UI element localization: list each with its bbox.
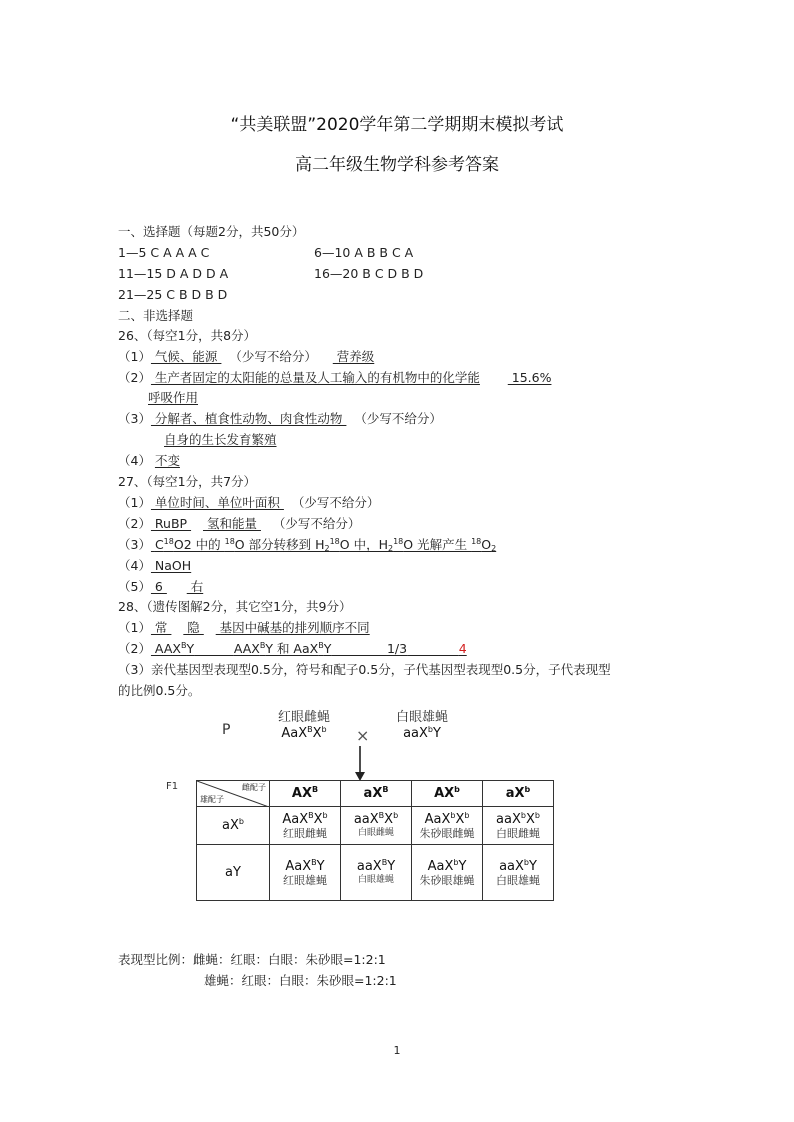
q26-heading: 26、（每空1分，共8分） xyxy=(118,328,257,343)
q26-answer-2-cont: 呼吸作用 xyxy=(148,390,199,405)
female-parent-phenotype: 红眼雌蝇 xyxy=(277,710,330,725)
female-parent xyxy=(262,710,346,742)
q28-answer-3: （3）亲代基因型表现型0.5分，符号和配子0.5分，子代基因型表现型0.5分，子代表现型 xyxy=(118,662,611,677)
offspring-phenotype: 朱砂眼雄蝇 xyxy=(419,873,475,887)
male-gamete-2: aY xyxy=(197,845,270,901)
offspring-cell xyxy=(412,845,483,901)
q27-answer-3: （3） $C^{18}O2$ 中的 $^{18}$O 部分转移到 $H_2^{18}O$ 中，$H_2^{18}O$ 光解产生 $^{18}O_2$ xyxy=(118,537,497,553)
offspring-phenotype: 白眼雌蝇 xyxy=(496,826,540,840)
offspring-cell xyxy=(483,807,554,845)
mc-row-1-5: 1—5 C A A A C xyxy=(118,245,210,260)
q26-answer-1: （1） 气候、能源 （少写不给分） 营养级 xyxy=(118,349,375,364)
section-open-heading: 二、非选择题 xyxy=(118,308,194,323)
down-arrow-icon xyxy=(352,746,368,782)
phenotype-ratio-male: 雄蝇：红眼：白眼：朱砂眼=1:2:1 xyxy=(204,973,397,988)
q26-answer-3-cont: 自身的生长发育繁殖 xyxy=(164,432,277,447)
offspring-genotype: AaX$^b$Y xyxy=(427,857,467,874)
f1-label: F1 xyxy=(166,781,179,792)
page-number: 1 xyxy=(393,1044,401,1057)
male-parent-phenotype: 白眼雄蝇 xyxy=(395,710,448,725)
offspring-phenotype: 白眼雄蝇 xyxy=(496,873,540,887)
corner-female-label: 雌配子 xyxy=(242,783,266,792)
offspring-genotype: AaX$^B$Y xyxy=(285,857,325,874)
q26-answer-3: （3） 分解者、植食性动物、肉食性动物 （少写不给分） xyxy=(118,411,442,426)
offspring-genotype: aaX$^B$Y xyxy=(356,857,396,874)
offspring-cell xyxy=(270,807,341,845)
section-choice-heading: 一、选择题（每题2分，共50分） xyxy=(118,224,305,239)
female-gamete-2: $aX^B$ xyxy=(341,781,412,807)
corner-cell xyxy=(197,781,270,807)
offspring-phenotype: 红眼雄蝇 xyxy=(283,873,327,887)
female-gamete-4: $aX^b$ xyxy=(483,781,554,807)
q26-answer-4: （4） 不变 xyxy=(118,453,180,468)
q28-heading: 28、（遗传图解2分，其它空1分，共9分） xyxy=(118,599,352,614)
q27-heading: 27、（每空1分，共7分） xyxy=(118,474,257,489)
female-gamete-3: $AX^b$ xyxy=(412,781,483,807)
offspring-phenotype: 白眼雄蝇 xyxy=(357,874,394,885)
parent-generation-label: P xyxy=(222,722,231,738)
mc-row-16-20: 16—20 B C D B D xyxy=(314,266,424,281)
offspring-genotype: $aaX^bX^b$ xyxy=(496,810,540,827)
offspring-cell xyxy=(270,845,341,901)
exam-title: “共美联盟”2020学年第二学期期末模拟考试 xyxy=(230,115,564,135)
mc-row-6-10: 6—10 A B B C A xyxy=(314,245,414,260)
female-parent-genotype: $AaX^BX^b$ xyxy=(281,725,327,741)
male-gamete-1: $aX^b$ xyxy=(197,807,270,845)
offspring-phenotype: 红眼雌蝇 xyxy=(283,826,327,840)
offspring-genotype: $aaX^BX^b$ xyxy=(353,810,399,827)
q28-answer-3-cont: 的比例0.5分。 xyxy=(118,683,201,698)
q28-answer-1: （1） 常 隐 基因中碱基的排列顺序不同 xyxy=(118,620,370,635)
offspring-phenotype: 朱砂眼雌蝇 xyxy=(419,826,475,840)
male-parent-genotype: aaX$^b$Y xyxy=(403,725,441,741)
offspring-cell xyxy=(341,845,412,901)
phenotype-ratio-female: 表现型比例：雌蝇：红眼：白眼：朱砂眼=1:2:1 xyxy=(118,952,386,967)
q27-answer-5: （5） 6 右 xyxy=(118,579,204,594)
offspring-genotype: aaX$^b$Y xyxy=(499,857,537,874)
offspring-genotype: $AaX^BX^b$ xyxy=(282,810,328,827)
q27-answer-4: （4） NaOH xyxy=(118,558,192,573)
q27-answer-1: （1） 单位时间、单位叶面积 （少写不给分） xyxy=(118,495,380,510)
offspring-cell xyxy=(483,845,554,901)
offspring-cell xyxy=(412,807,483,845)
mc-row-21-25: 21—25 C B D B D xyxy=(118,287,228,302)
male-parent xyxy=(384,710,460,742)
corner-male-label: 雄配子 xyxy=(200,795,224,804)
mc-row-11-15: 11—15 D A D D A xyxy=(118,266,229,281)
q28-answer-2: （2） $AAX^BY$ $AAX^BY$ 和 AaX$^B$Y 1/3 4 xyxy=(118,641,467,656)
cross-symbol: × xyxy=(356,726,370,745)
offspring-cell xyxy=(341,807,412,845)
q27-answer-2: （2） RuBP 氢和能量 （少写不给分） xyxy=(118,516,361,531)
female-gamete-1: $AX^B$ xyxy=(270,781,341,807)
offspring-phenotype: 白眼雌蝇 xyxy=(357,827,394,838)
answer-title: 高二年级生物学科参考答案 xyxy=(295,155,499,175)
punnett-square xyxy=(196,780,554,901)
q26-answer-2: （2） 生产者固定的太阳能的总量及人工输入的有机物中的化学能 15.6% xyxy=(118,370,552,385)
offspring-genotype: $AaX^bX^b$ xyxy=(424,810,470,827)
